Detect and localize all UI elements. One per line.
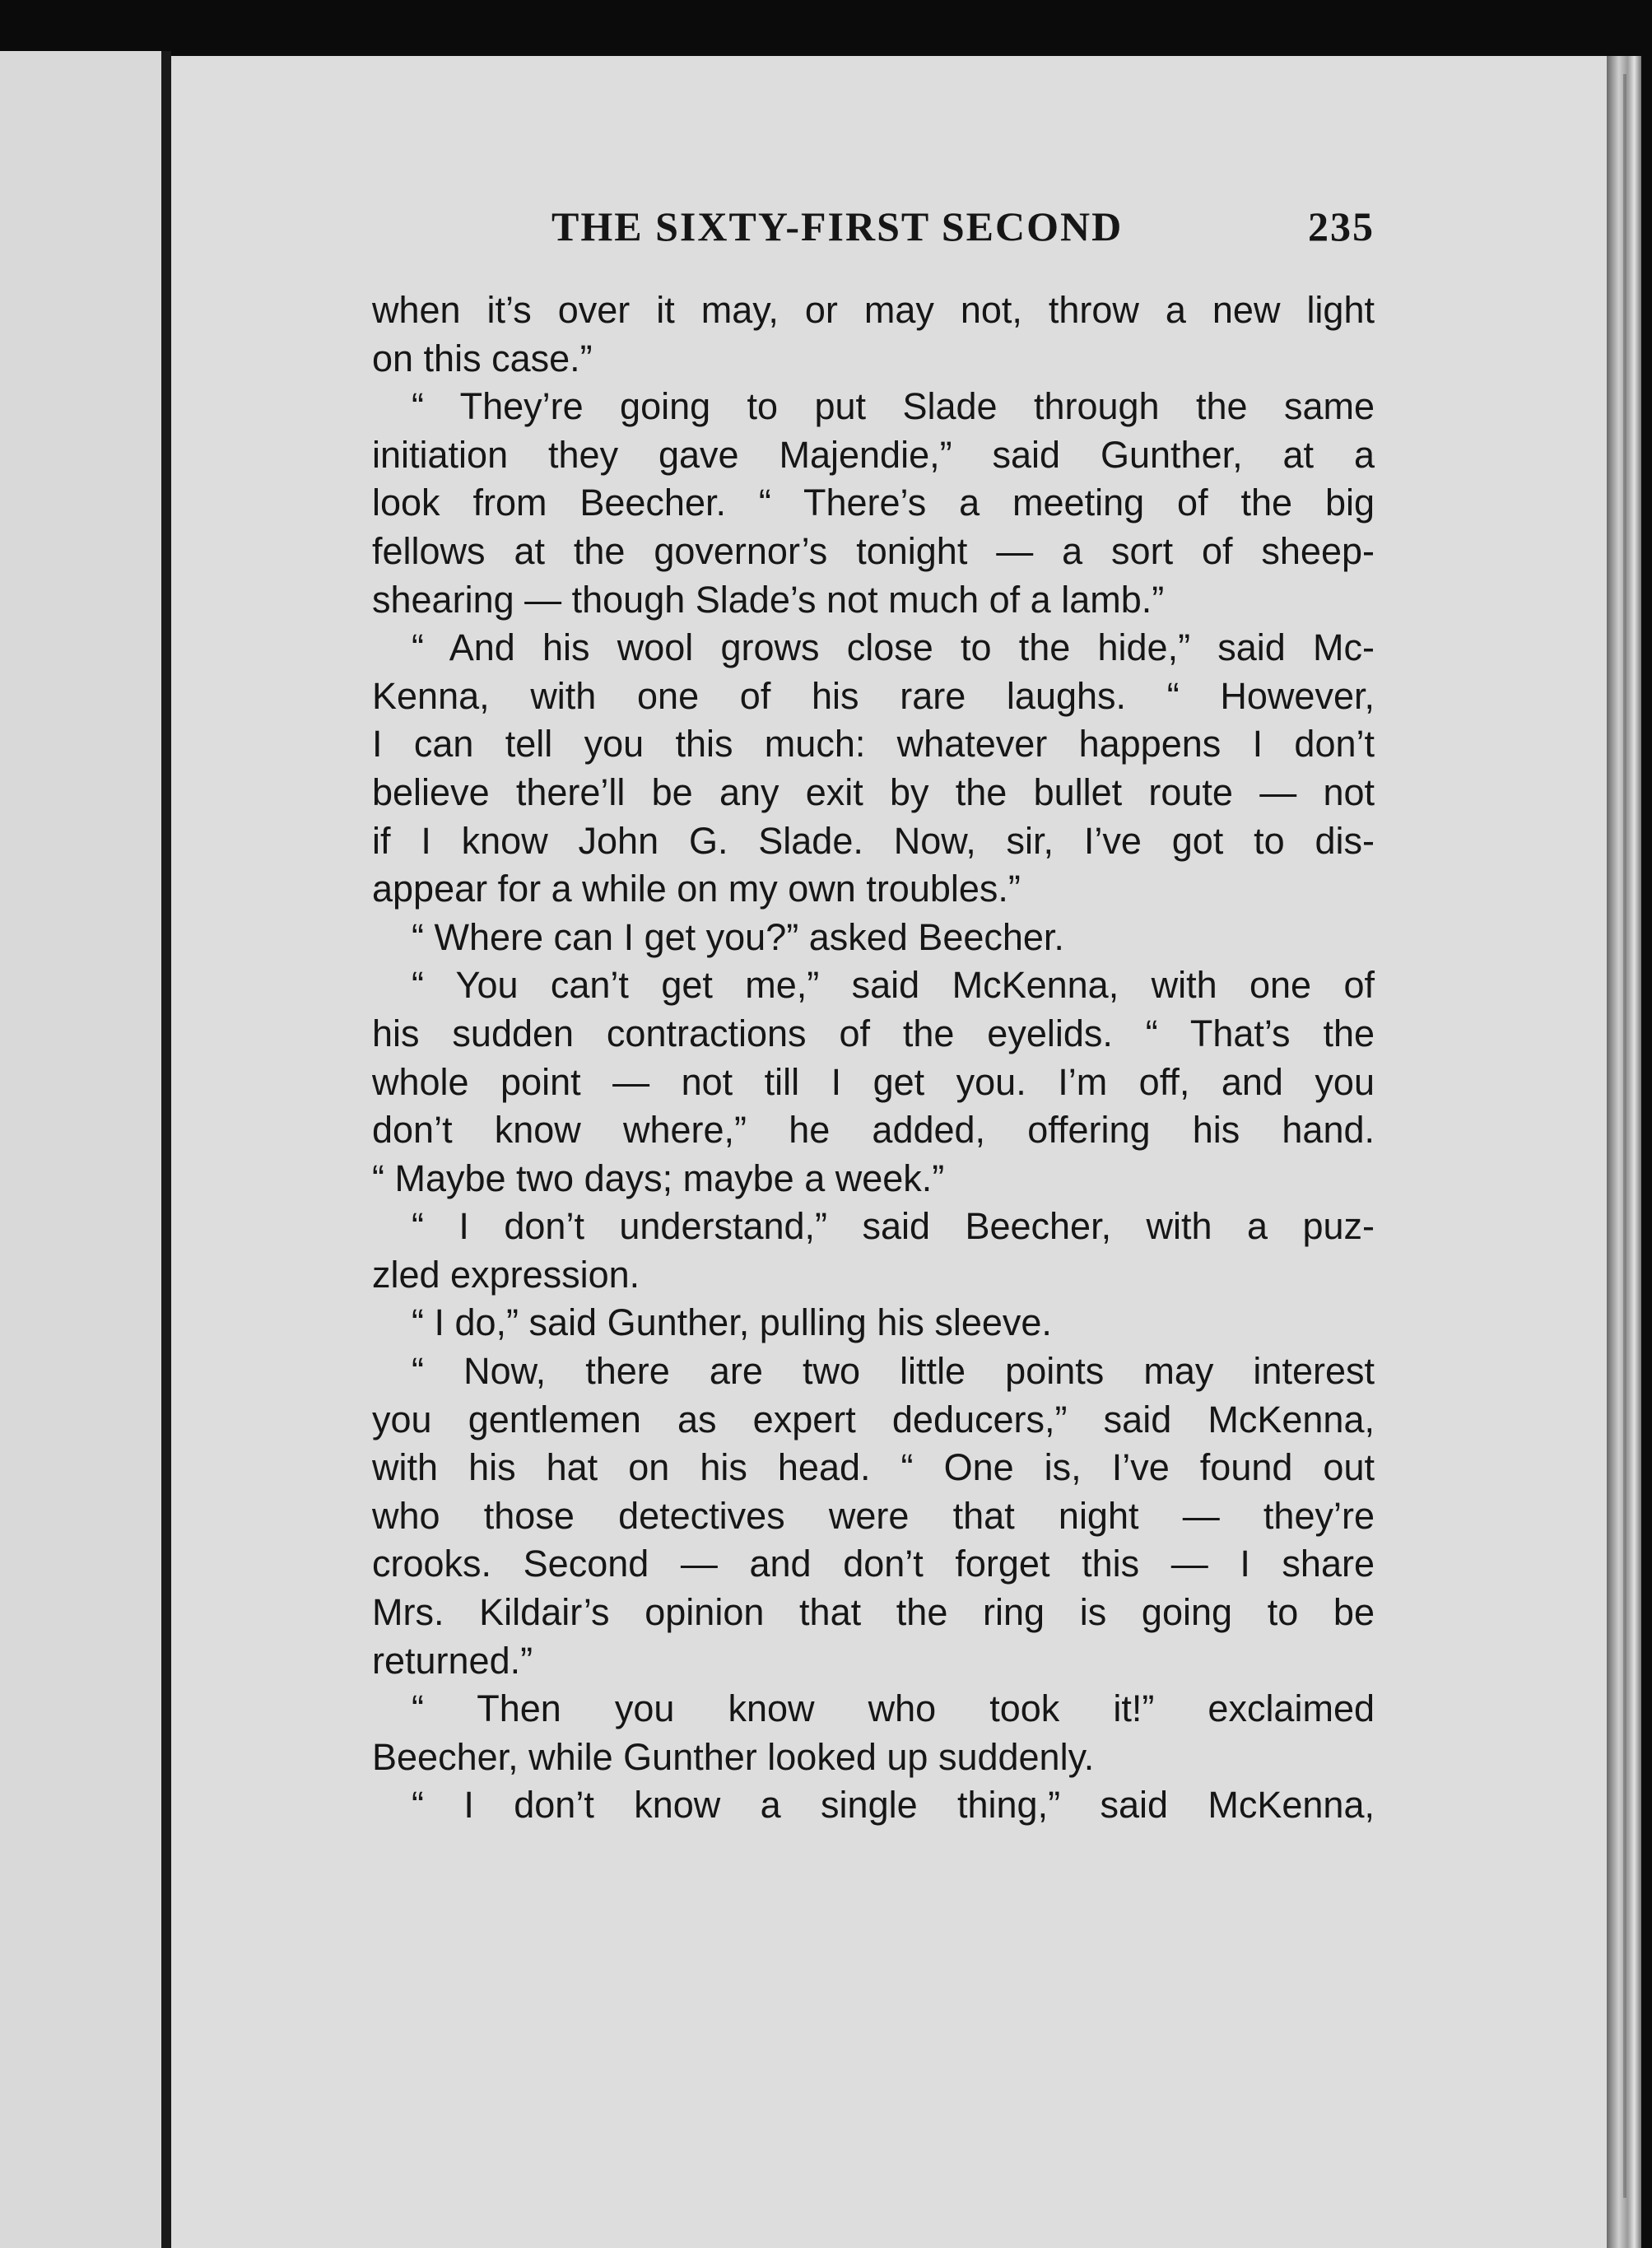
- text-line: crooks. Second — and don’t forget this — I share: [372, 1543, 1375, 1585]
- text-line: “ I don’t know a single thing,” said McKenna,: [412, 1784, 1375, 1827]
- text-line: who those detectives were that night — they’re: [372, 1494, 1375, 1537]
- text-line: initiation they gave Majendie,” said Gunther, at a: [372, 433, 1375, 476]
- text-line: Kenna, with one of his rare laughs. “ However,: [372, 674, 1375, 717]
- text-line: I can tell you this much: whatever happens I don’t: [372, 723, 1375, 766]
- text-line: “ I don’t understand,” said Beecher, with a puz-: [412, 1205, 1375, 1248]
- text-line: “ I do,” said Gunther, pulling his sleeve.: [412, 1301, 1052, 1344]
- text-line: appear for a while on my own troubles.”: [372, 868, 1021, 910]
- body-text: [372, 286, 1375, 1830]
- page-number: 235: [1308, 203, 1375, 249]
- text-line: “ Then you know who took it!” exclaimed: [412, 1687, 1375, 1730]
- text-line: returned.”: [372, 1639, 533, 1682]
- text-line: zled expression.: [372, 1253, 640, 1296]
- text-line: Beecher, while Gunther looked up suddenly.: [372, 1735, 1095, 1778]
- left-page-edge: [0, 51, 161, 2248]
- text-line: “ And his wool grows close to the hide,” said Mc-: [412, 626, 1375, 669]
- text-line: don’t know where,” he added, offering his hand.: [372, 1109, 1375, 1152]
- text-line: “ Where can I get you?” asked Beecher.: [412, 915, 1064, 958]
- page-edge-shadow: [1623, 74, 1626, 2198]
- text-line: on this case.”: [372, 337, 593, 379]
- text-line: Mrs. Kildair’s opinion that the ring is going to be: [372, 1591, 1375, 1634]
- text-line: fellows at the governor’s tonight — a sort of sheep-: [372, 529, 1375, 572]
- text-line: believe there’ll be any exit by the bullet route — not: [372, 770, 1375, 813]
- page-header: [372, 202, 1375, 260]
- text-line: shearing — though Slade’s not much of a lamb.”: [372, 578, 1165, 621]
- text-line: when it’s over it may, or may not, throw a new light: [372, 289, 1375, 331]
- text-line: look from Beecher. “ There’s a meeting of the big: [372, 482, 1375, 524]
- text-line: “ Maybe two days; maybe a week.”: [372, 1157, 945, 1199]
- text-line: if I know John G. Slade. Now, sir, I’ve got to dis-: [372, 819, 1375, 862]
- text-line: with his hat on his head. “ One is, I’ve found out: [372, 1446, 1375, 1489]
- book-gutter: [161, 51, 171, 2248]
- text-line: his sudden contractions of the eyelids. “ That’s the: [372, 1012, 1375, 1054]
- text-line: you gentlemen as expert deducers,” said McKenna,: [372, 1398, 1375, 1440]
- text-line: whole point — not till I get you. I’m off, and you: [372, 1060, 1375, 1103]
- text-line: “ You can’t get me,” said McKenna, with one of: [412, 964, 1375, 1007]
- text-line: “ Now, there are two little points may interest: [412, 1350, 1375, 1393]
- text-line: “ They’re going to put Slade through the same: [412, 385, 1375, 428]
- running-title: THE SIXTY-FIRST SECOND: [551, 203, 1124, 249]
